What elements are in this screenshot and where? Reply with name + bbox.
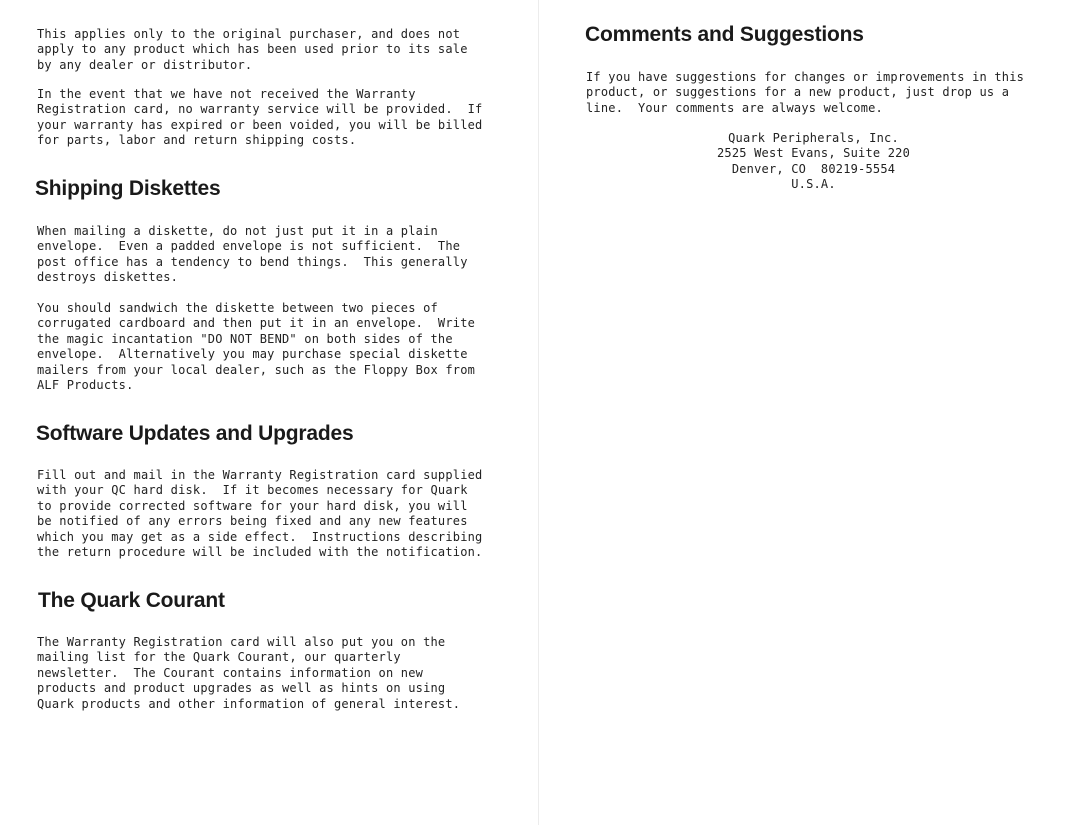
- quark-courant-heading: The Quark Courant: [38, 589, 225, 612]
- right-page: [540, 0, 1074, 825]
- software-updates-heading: Software Updates and Upgrades: [36, 422, 354, 445]
- comments-paragraph: If you have suggestions for changes or improvements in this product, or suggestions for a new product, just drop us a line. Your comments are always welcome.: [586, 70, 1025, 115]
- address-country: U.S.A.: [791, 177, 836, 192]
- warranty-paragraph-2: In the event that we have not received the Warranty Registration card, no warranty service will be provided. If your warranty has expired or been voided, you will be billed for parts, labor and return shipping costs.: [37, 87, 483, 148]
- shipping-paragraph-2: You should sandwich the diskette between two pieces of corrugated cardboard and then put it in an envelope. Write the magic incantation "DO NOT BEND" on both sides of the envelope. Alternatively you may purchase special diskette mailers from your local dealer, such as the Floppy Box from ALF Products.: [37, 301, 476, 393]
- address-street: 2525 West Evans, Suite 220: [716, 146, 911, 161]
- quark-courant-paragraph: The Warranty Registration card will also put you on the mailing list for the Quark Courant, our quarterly newsletter. The Courant contains information on new products and product upgrades as well as hints on using Quark products and other information of general interest.: [37, 635, 461, 711]
- shipping-diskettes-heading: Shipping Diskettes: [35, 177, 221, 200]
- software-updates-paragraph: Fill out and mail in the Warranty Registration card supplied with your QC hard disk. If it becomes necessary for Quark to provide corrected software for your hard disk, you will be notified of any errors being fixed and any new features which you may get as a side effect. Instructions describing the return procedure will be included with the notification.: [37, 468, 483, 560]
- address-city: Denver, CO 80219-5554: [731, 161, 896, 176]
- warranty-paragraph-1: This applies only to the original purchaser, and does not apply to any product which has been used prior to its sale by any dealer or distributor.: [37, 27, 468, 72]
- address-company: Quark Peripherals, Inc.: [728, 131, 899, 145]
- comments-suggestions-heading: Comments and Suggestions: [585, 23, 864, 46]
- shipping-paragraph-1: When mailing a diskette, do not just put it in a plain envelope. Even a padded envelope is not sufficient. The post office has a tendency to bend things. This generally destroys diskettes.: [37, 224, 468, 285]
- mailing-address: [640, 131, 987, 193]
